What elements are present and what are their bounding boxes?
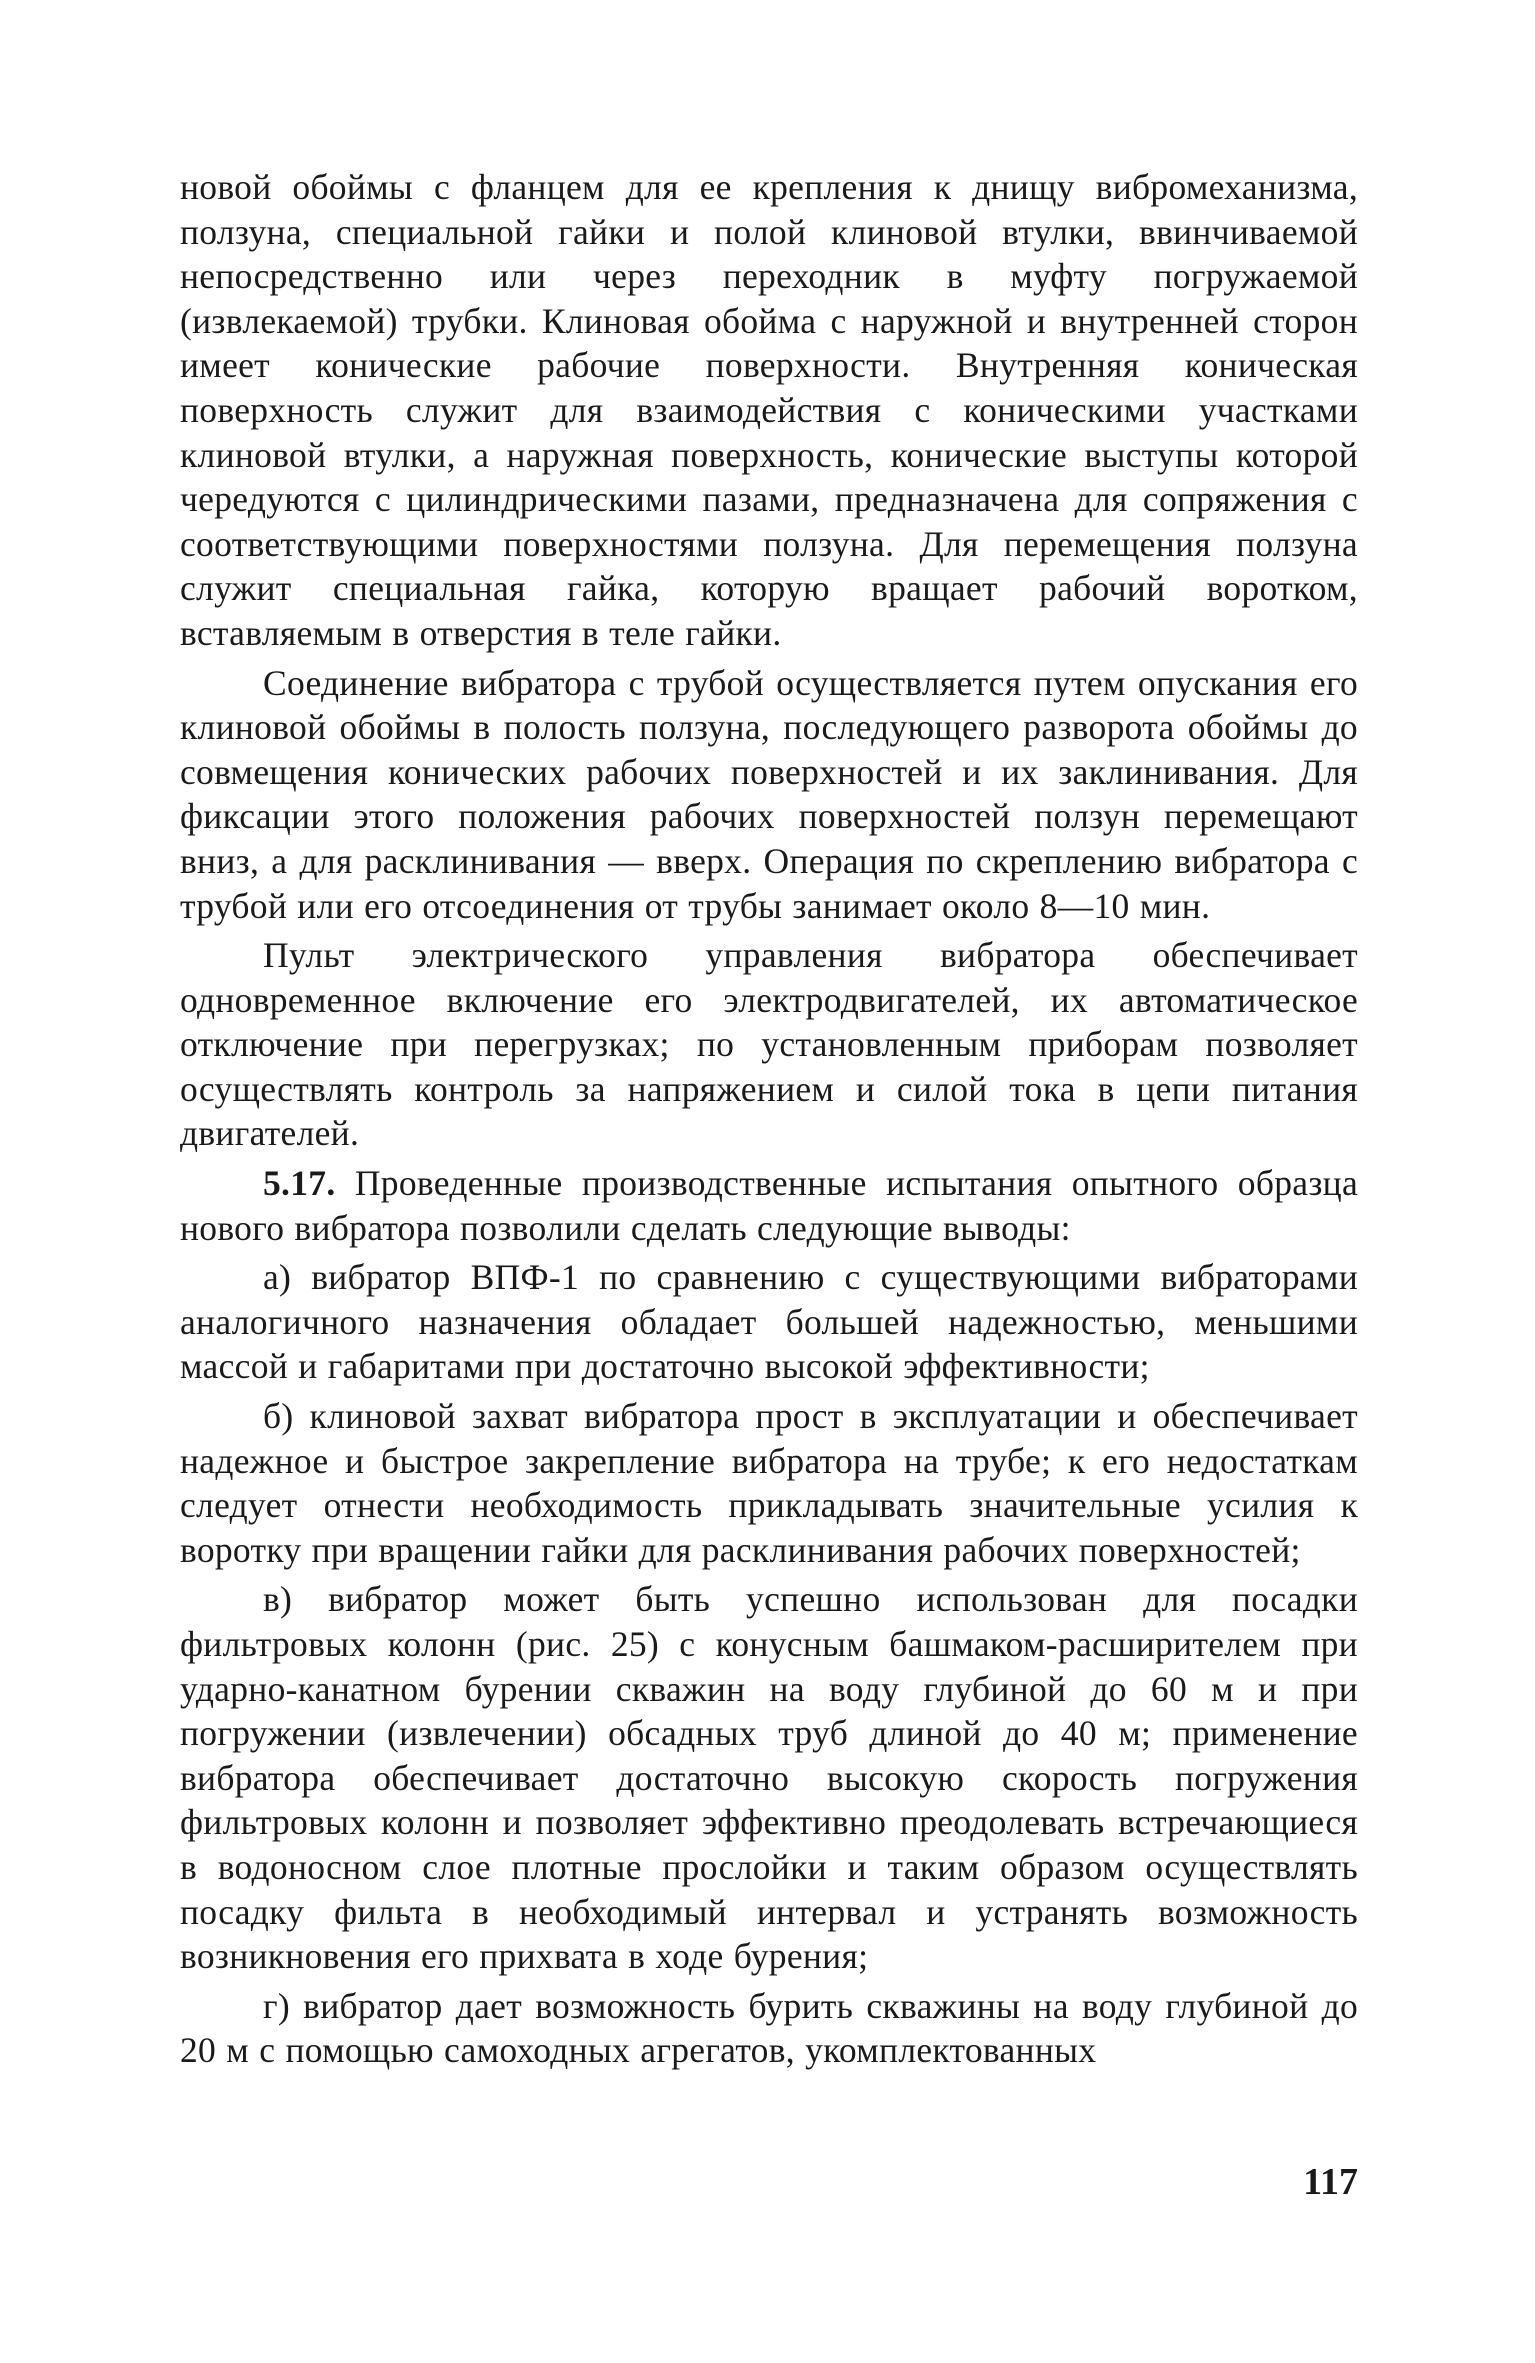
- list-item-a: а) вибратор ВПФ-1 по сравнению с существующими вибраторами аналогичного назначения обладает большей надежностью, меньшими массой и габаритами при достаточно высокой эффективности;: [180, 1257, 1358, 1387]
- paragraph-1: новой обоймы с фланцем для ее крепления к днищу вибромеханизма, ползуна, специальной гайки и полой клиновой втулки, ввинчиваемой непосредственно или через переходник в муфту погружаемой (извлекаемой) трубки. Клиновая обойма с наружной и внутренней сторон имеет конические рабочие поверхности. Внутренняя коническая поверхность служит для взаимодействия с коническими участками клиновой втулки, а наружная поверхность, конические выступы которой чередуются с цилиндрическими пазами, предназначена для сопряжения с соответствующими поверхностями ползуна. Для перемещения ползуна служит специальная гайка, которую вращает рабочий воротком, вставляемым в отверстия в теле гайки.: [180, 167, 1358, 653]
- paragraph-3: Пульт электрического управления вибратора обеспечивает одновременное включение его электродвигателей, их автоматическое отключение при перегрузках; по установленным приборам позволяет осуществлять контроль за напряжением и силой тока в цепи питания двигателей.: [180, 935, 1358, 1154]
- paragraph-2: Соединение вибратора с трубой осуществляется путем опускания его клиновой обоймы в полость ползуна, последующего разворота обоймы до совмещения конических рабочих поверхностей и их заклинивания. Для фиксации этого положения рабочих поверхностей ползун перемещают вниз, а для расклинивания — вверх. Операция по скреплению вибратора с трубой или его отсоединения от трубы занимает около 8—10 мин.: [180, 662, 1358, 926]
- list-item-c: в) вибратор может быть успешно использован для посадки фильтровых колонн (рис. 25) с конусным башмаком-расширителем при ударно-канатном бурении скважин на воду глубиной до 60 м и при погружении (извлечении) обсадных труб длиной до 40 м; применение вибратора обеспечивает достаточно высокую скорость погружения фильтровых колонн и позволяет эффективно преодолевать встречающиеся в водоносном слое плотные прослойки и таким образом осуществлять посадку фильта в необходимый интервал и устранять возможность возникновения его прихвата в ходе бурения;: [180, 1579, 1358, 1977]
- list-item-d: г) вибратор дает возможность бурить скважины на воду глубиной до 20 м с помощью самоходных агрегатов, укомплектованных: [180, 1985, 1358, 2071]
- section-number: 5.17.: [263, 1163, 336, 1204]
- paragraph-4: [180, 1161, 1358, 1250]
- list-item-b: б) клиновой захват вибратора прост в эксплуатации и обеспечивает надежное и быстрое закрепление вибратора на трубе; к его недостаткам следует отнести необходимость прикладывать значительные усилия к воротку при вращении гайки для расклинивания рабочих поверхностей;: [180, 1396, 1358, 1570]
- page-number: 117: [1303, 2161, 1358, 2203]
- page-body: [180, 165, 1358, 2078]
- paragraph-4-text: Проведенные производственные испытания опытного образца нового вибратора позволили сделать следующие выводы:: [180, 1163, 1358, 1248]
